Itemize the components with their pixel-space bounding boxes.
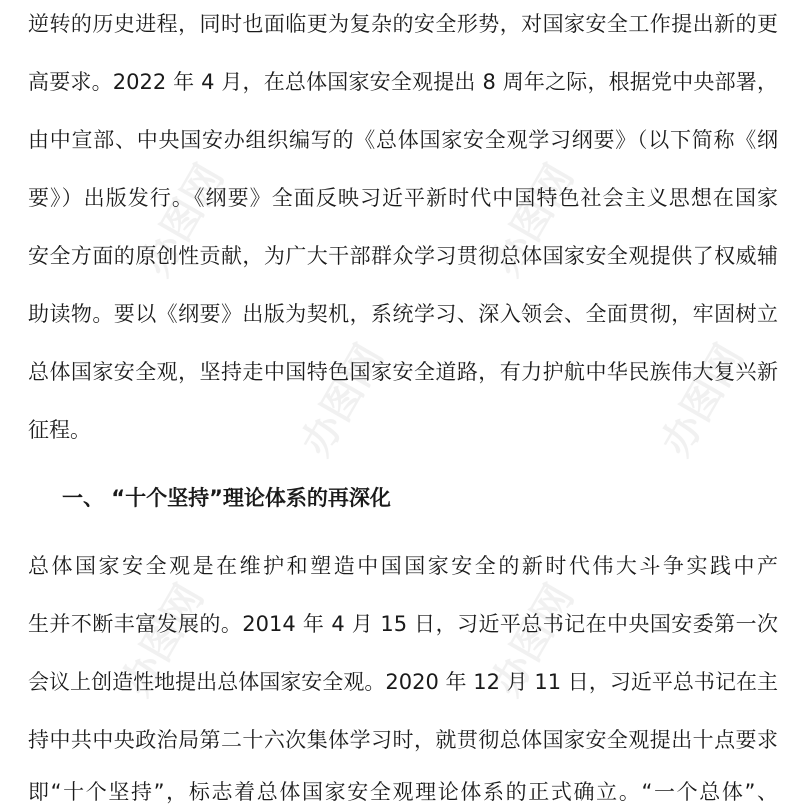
watermark: 办图网 [133,156,233,284]
body-text-line: 生并不断丰富发展的。2014 年 4 月 15 日，习近平总书记在中央国安委第一次 [28,612,778,636]
section-heading: 一、 “十个坚持”理论体系的再深化 [62,486,391,510]
body-text-line: 由中宣部、中央国安办组织编写的《总体国家安全观学习纲要》（以下简称《纲 [28,128,778,152]
body-text-line: 会议上创造性地提出总体国家安全观。2020 年 12 月 11 日，习近平总书记在主 [28,670,778,694]
body-text-line: 征程。 [28,418,91,442]
body-text-line: 安全方面的原创性贡献，为广大干部群众学习贯彻总体国家安全观提供了权威辅 [28,244,778,268]
body-text-line: 持中共中央政治局第二十六次集体学习时，就贯彻总体国家安全观提出十点要求 [28,728,778,752]
watermark: 办图网 [113,576,213,704]
watermark: 办图网 [653,336,753,464]
watermark: 办图网 [293,336,393,464]
watermark: 办图网 [483,156,583,284]
watermark: 办图网 [483,576,583,704]
body-text-line: 总体国家安全观是在维护和塑造中国国家安全的新时代伟大斗争实践中产 [28,554,778,578]
body-text-line: 高要求。2022 年 4 月，在总体国家安全观提出 8 周年之际，根据党中央部署， [28,70,778,94]
body-text-line: 总体国家安全观，坚持走中国特色国家安全道路，有力护航中华民族伟大复兴新 [28,360,778,384]
body-text-line: 助读物。要以《纲要》出版为契机，系统学习、深入领会、全面贯彻，牢固树立 [28,302,778,326]
body-text-line: 要》）出版发行。《纲要》全面反映习近平新时代中国特色社会主义思想在国家 [28,186,778,210]
body-text-line: 即“十个坚持”，标志着总体国家安全观理论体系的正式确立。“一个总体”、 [28,780,778,804]
body-text-line: 逆转的历史进程，同时也面临更为复杂的安全形势，对国家安全工作提出新的更 [28,12,778,36]
